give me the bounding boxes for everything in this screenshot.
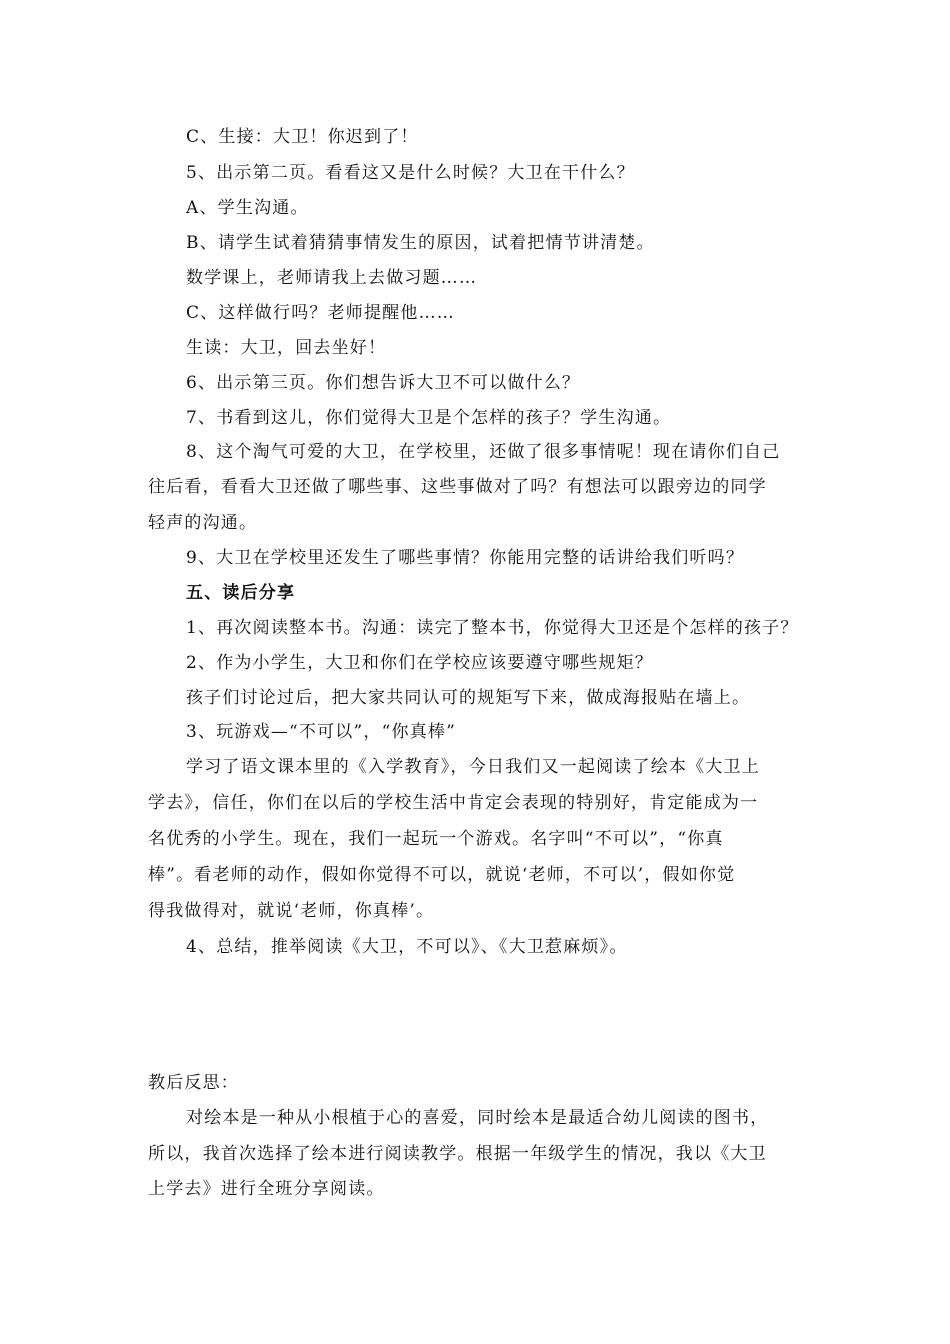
- text-line: 上学去》进行全班分享阅读。: [148, 1179, 385, 1199]
- text-line: 8、这个淘气可爱的大卫，在学校里，还做了很多事情呢！现在请你们自己: [186, 442, 781, 462]
- text-line: 4、总结，推举阅读《大卫，不可以》、《大卫惹麻烦》。: [186, 937, 628, 957]
- text-line: 6、出示第三页。你们想告诉大卫不可以做什么？: [186, 373, 581, 393]
- text-line: 数学课上，老师请我上去做习题……: [186, 268, 478, 288]
- text-line: 5、出示第二页。看看这又是什么时候？大卫在干什么？: [186, 163, 635, 183]
- text-line: 教后反思：: [148, 1073, 239, 1093]
- text-line: 2、作为小学生，大卫和你们在学校应该要遵守哪些规矩？: [186, 653, 654, 673]
- text-line: 得我做得对，就说‘老师，你真棒’。: [148, 901, 435, 921]
- text-line: C、这样做行吗？老师提醒他……: [186, 303, 456, 323]
- text-line: 生读：大卫，回去坐好！: [186, 338, 387, 358]
- text-line: 9、大卫在学校里还发生了哪些事情？你能用完整的话讲给我们听吗？: [186, 548, 745, 568]
- text-line: 往后看，看看大卫还做了哪些事、这些事做对了吗？有想法可以跟旁边的同学: [148, 477, 767, 497]
- text-line: 对绘本是一种从小根植于心的喜爱，同时绘本是最适合幼儿阅读的图书，: [186, 1108, 769, 1128]
- text-line: C、生接：大卫！你迟到了！: [186, 127, 419, 147]
- text-line: B、请学生试着猜猜事情发生的原因，试着把情节讲清楚。: [186, 233, 655, 253]
- text-line: 1、再次阅读整本书。沟通：读完了整本书，你觉得大卫还是个怎样的孩子？: [186, 618, 799, 638]
- text-line: 孩子们讨论过后，把大家共同认可的规矩写下来，做成海报贴在墙上。: [186, 688, 751, 708]
- text-line: A、学生沟通。: [186, 198, 309, 218]
- text-line: 轻声的沟通。: [148, 513, 258, 533]
- text-line: 7、书看到这儿，你们觉得大卫是个怎样的孩子？学生沟通。: [186, 408, 672, 428]
- text-line: 名优秀的小学生。现在，我们一起玩一个游戏。名字叫“不可以”，“你真: [148, 829, 724, 849]
- section-heading: 五、读后分享: [186, 583, 296, 603]
- text-line: 棒”。看老师的动作，假如你觉得不可以，就说‘老师，不可以’，假如你觉: [148, 865, 736, 885]
- text-line: 3、玩游戏—“不可以”，“你真棒”: [186, 722, 456, 742]
- text-line: 学去》，信任，你们在以后的学校生活中肯定会表现的特别好，肯定能成为一: [148, 793, 759, 813]
- text-line: 学习了语文课本里的《入学教育》，今日我们又一起阅读了绘本《大卫上: [186, 757, 760, 777]
- text-line: 所以，我首次选择了绘本进行阅读教学。根据一年级学生的情况，我以《大卫: [148, 1144, 767, 1164]
